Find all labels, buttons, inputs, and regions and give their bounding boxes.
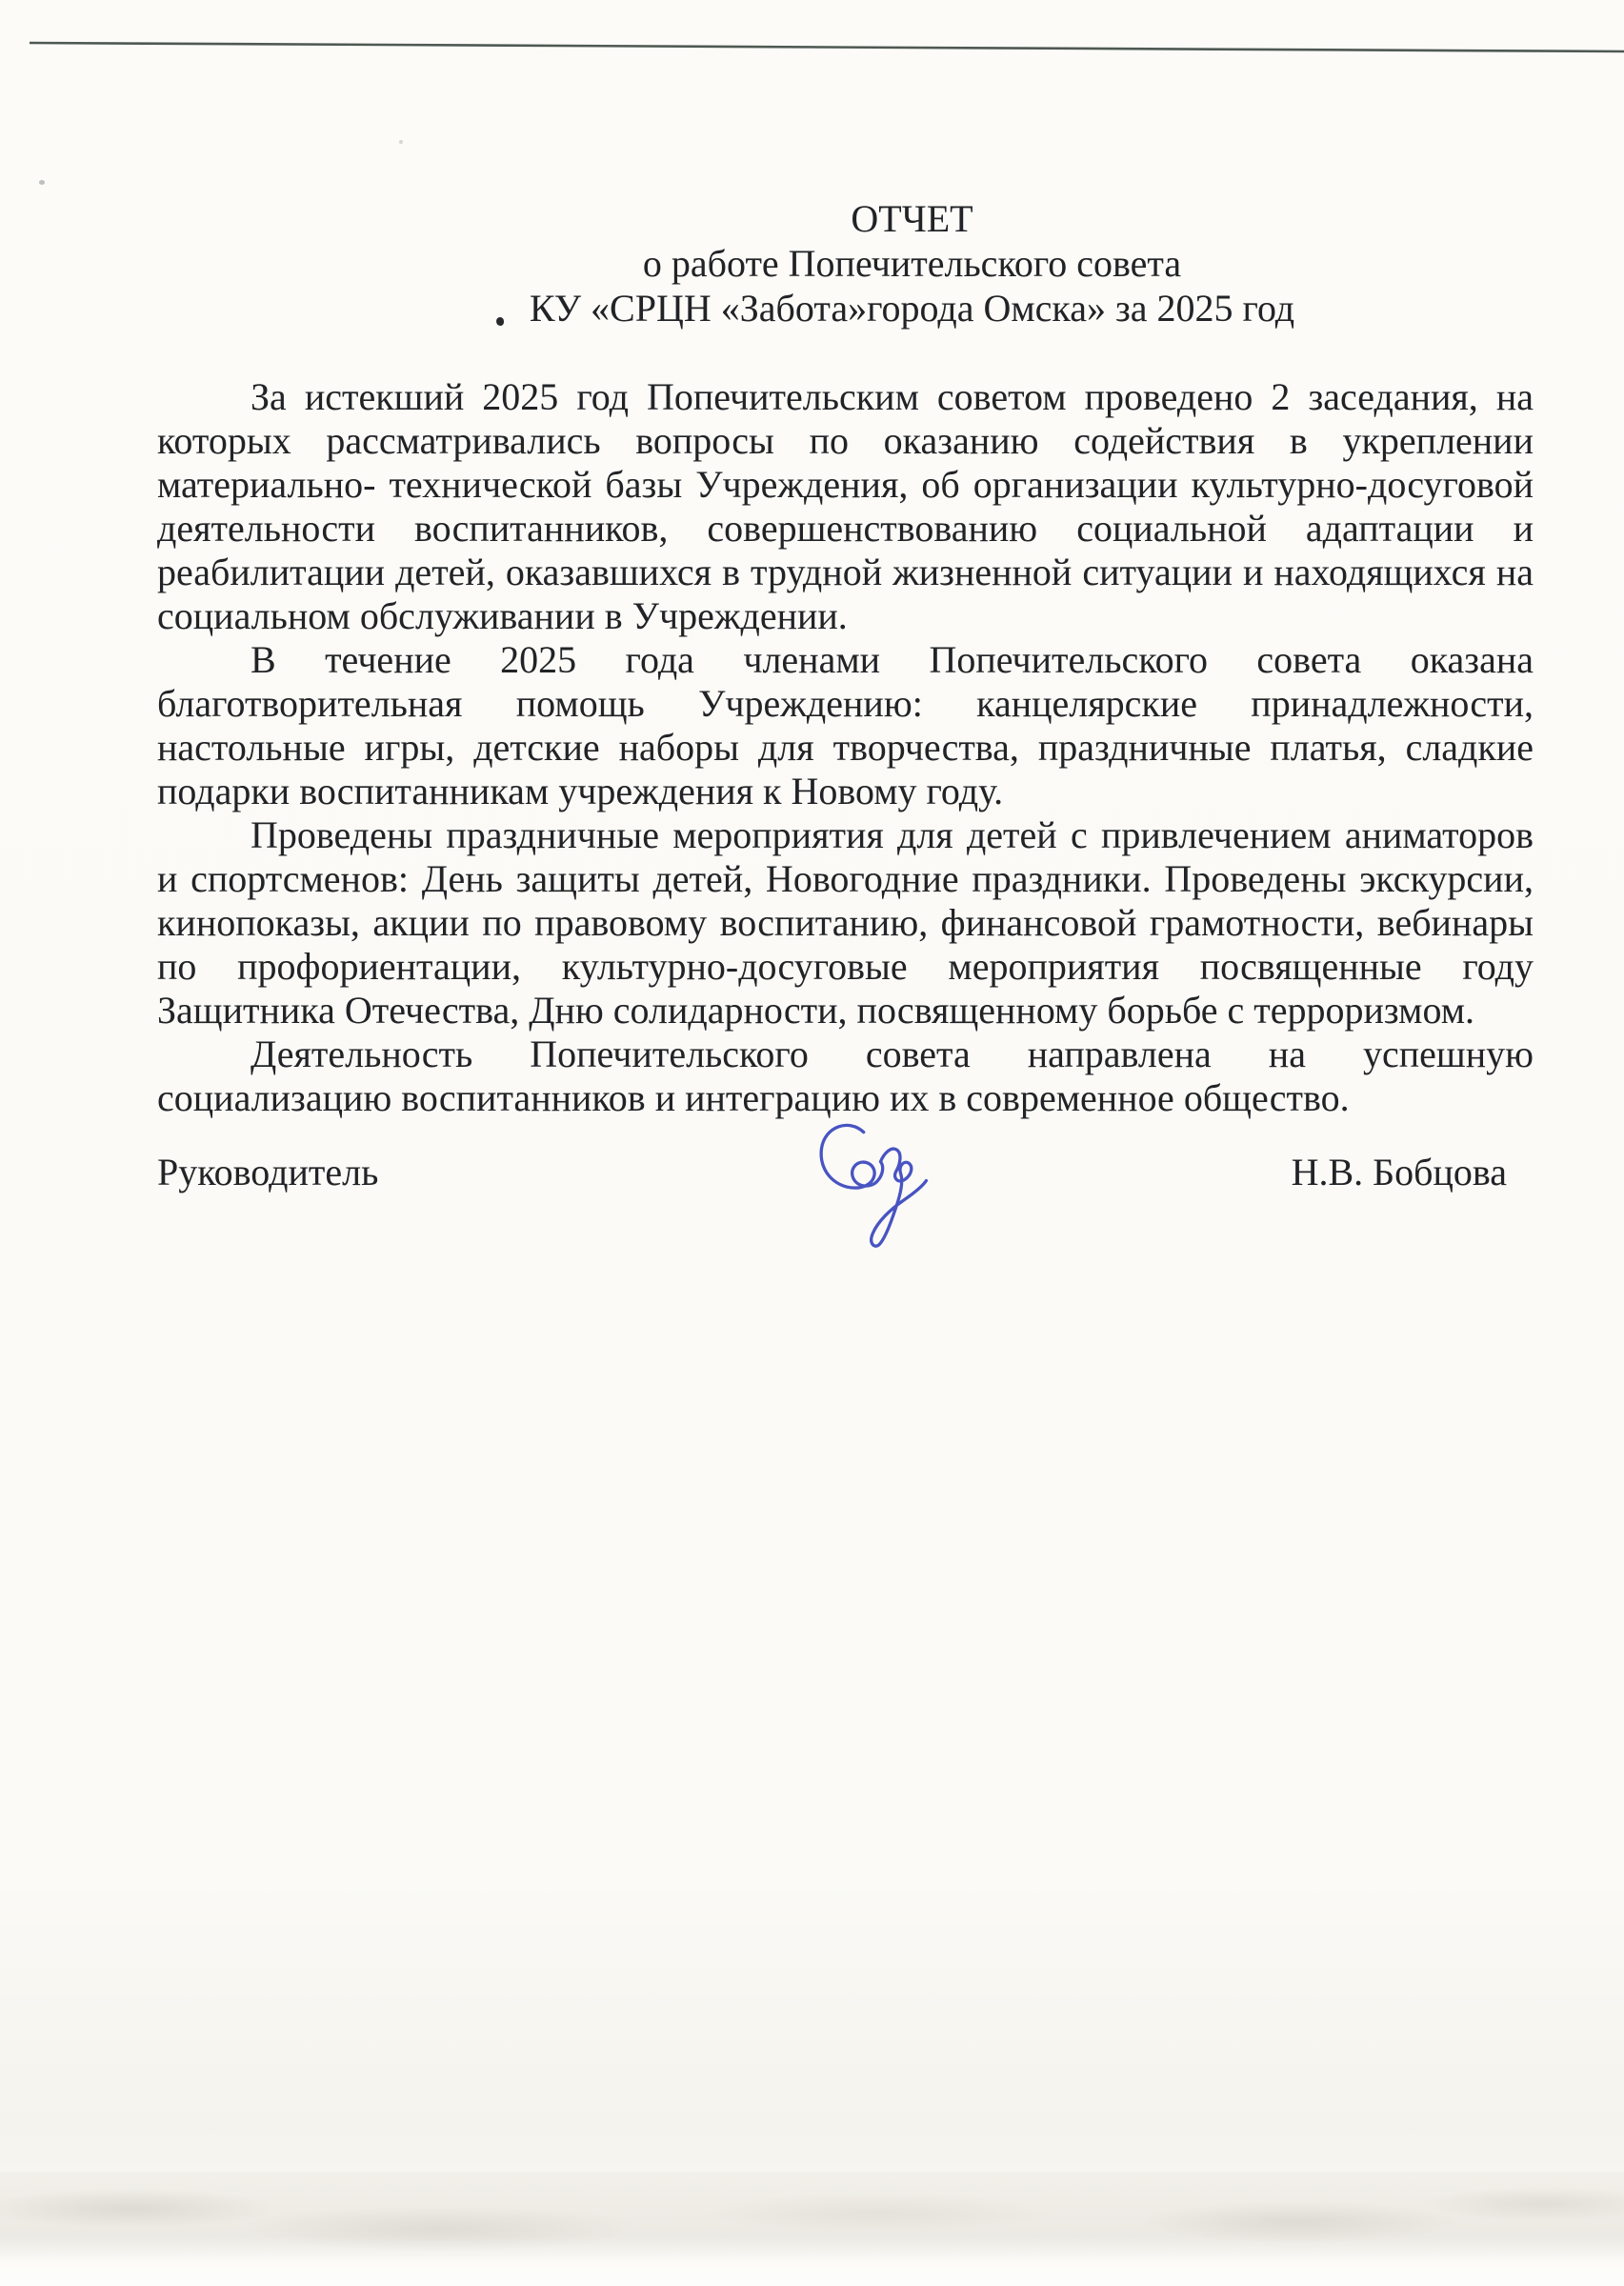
report-org-line: КУ «СРЦН «Забота»города Омска» за 2025 год [529,287,1295,330]
stray-ink-dot [496,317,504,326]
signatory-role: Руководитель [157,1151,379,1193]
paragraph: За истекший 2025 год Попечительским советом проведено 2 заседания, на которых рассматривались вопросы по оказанию содействия в укреплении материально- технической базы Учреждения, об организации культурно-досуговой деятельности воспитанников, совершенствованию социальной адаптации и реабилитации детей, оказавшихся в трудной жизненной ситуации и находящихся на социальном обслуживании в Учреждении. [157,375,1534,637]
paragraph: В течение 2025 года членами Попечительского совета оказана благотворительная помощь Учреждению: канцелярские принадлежности, настольные игры, детские наборы для творчества, праздничные платья, сладкие подарки воспитанникам учреждения к Новому году. [157,638,1534,812]
document-header [157,196,1534,331]
document-content [157,196,1534,1120]
paragraph: Проведены праздничные мероприятия для детей с привлечением аниматоров и спортсменов: День защиты детей, Новогодние праздники. Проведены экскурсии, кинопоказы, акции по правовому воспитанию, финансовой грамотности, вебинары по профориентации, культурно-досуговые мероприятия посвященные году Защитника Отечества, Дню солидарности, посвященному борьбе с терроризмом. [157,813,1534,1032]
scan-speck [39,180,45,185]
handwritten-signature [786,1110,967,1257]
report-title: ОТЧЕТ [851,197,973,240]
report-subtitle: о работе Попечительского совета [642,242,1182,285]
report-body [157,375,1534,1120]
paragraph: Деятельность Попечительского совета направлена на успешную социализацию воспитанников и интеграцию их в современное общество. [157,1033,1534,1119]
scan-texture-band [0,2172,1624,2263]
signatory-name: Н.В. Бобцова [1291,1151,1507,1193]
signature-stroke [821,1125,926,1246]
scan-speck [399,140,403,144]
scan-line [30,43,1624,51]
scan-artifact-line [0,0,1624,57]
